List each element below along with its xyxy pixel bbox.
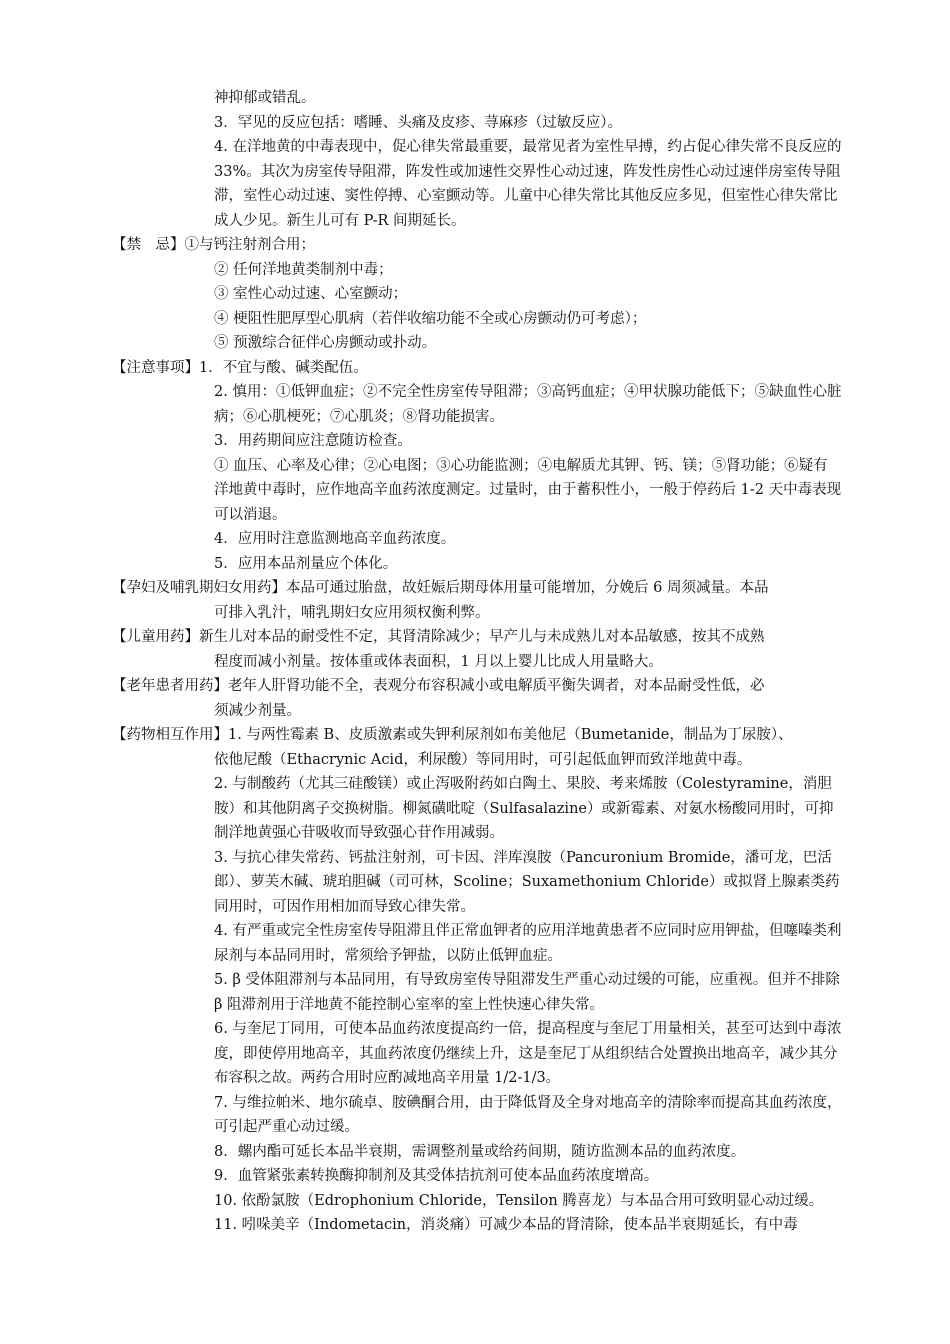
- section-pregnancy-lactation: [0, 576, 950, 625]
- precaution-item-2: 2. 慎用：①低钾血症；②不完全性房室传导阻滞；③高钙血症；④甲状腺功能低下；⑤缺血性心脏病；⑥心肌梗死；⑦心肌炎；⑧肾功能损害。: [214, 384, 842, 425]
- section-text: 本品可通过胎盘，故妊娠后期母体用量可能增加，分娩后 6 周须减量。本品: [286, 580, 769, 596]
- contraindication-item-3: ③ 室性心动过速、心室颤动；: [214, 286, 408, 302]
- adverse-reaction-item-3: 3．罕见的反应包括：嗜睡、头痛及皮疹、荨麻疹（过敏反应）。: [214, 114, 622, 131]
- section-label: 【药物相互作用】: [112, 727, 228, 743]
- document-body: [0, 86, 950, 1238]
- interaction-item-9: 9．血管紧张素转换酶抑制剂及其受体拮抗剂可使本品血药浓度增高。: [214, 1168, 659, 1184]
- section-geriatric: [0, 674, 950, 723]
- interaction-item-1: 1. 与两性霉素 B、皮质激素或失钾利尿剂如布美他尼（Bumetanide，制品为丁尿胺）、: [228, 727, 793, 743]
- precaution-item-3-detail: ① 血压、心率及心律；②心电图；③心功能监测；④电解质尤其钾、钙、镁；⑤肾功能；⑥疑有洋地黄中毒时，应作地高辛血药浓度测定。过量时，由于蓄积性小，一般于停药后 1-2 天中毒表现可以消退。: [214, 457, 842, 523]
- precaution-item-1: 1．不宜与酸、碱类配伍。: [199, 359, 368, 376]
- interaction-item-3: 3. 与抗心律失常药、钙盐注射剂，可卡因、泮库溴胺（Pancuronium Bromide，潘可龙，巴活郎）、萝芙木碱、琥珀胆碱（司可林，Scoline；Suxamethonium Chloride）或拟肾上腺素类药同用时，可因作用相加而导致心律失常。: [214, 849, 840, 915]
- interaction-item-10: 10. 依酚氯胺（Edrophonium Chloride，Tensilon 腾喜龙）与本品合用可致明显心动过缓。: [214, 1192, 824, 1209]
- section-label: 【孕妇及哺乳期妇女用药】: [112, 580, 286, 596]
- interaction-item-7: 7. 与维拉帕米、地尔硫卓、胺碘酮合用，由于降低肾及全身对地高辛的清除率而提高其血药浓度，可引起严重心动过缓。: [214, 1094, 842, 1135]
- contraindication-item-1: ①与钙注射剂合用；: [184, 237, 315, 253]
- section-label: 【禁 忌】: [112, 237, 185, 253]
- section-text: 新生儿对本品的耐受性不定，其肾清除减少；早产儿与未成熟儿对本品敏感，按其不成熟: [199, 629, 765, 645]
- contraindication-item-4: ④ 梗阻性肥厚型心肌病（若伴收缩功能不全或心房颤动仍可考虑）；: [214, 310, 647, 327]
- section-text-continued: 程度而减小剂量。按体重或体表面积，1 月以上婴儿比成人用量略大。: [214, 653, 663, 670]
- precaution-item-5: 5．应用本品剂量应个体化。: [214, 555, 398, 572]
- contraindication-item-2: ② 任何洋地黄类制剂中毒；: [214, 261, 393, 278]
- section-text: 老年人肝肾功能不全，表观分布容积减小或电解质平衡失调者，对本品耐受性低，必: [228, 678, 765, 694]
- precaution-item-4: 4．应用时注意监测地高辛血药浓度。: [214, 531, 456, 547]
- section-drug-interactions: [0, 723, 950, 1238]
- section-contraindications: [0, 233, 950, 356]
- precaution-item-3: 3．用药期间应注意随访检查。: [214, 433, 412, 449]
- section-precautions: [0, 356, 950, 577]
- section-label: 【注意事项】: [112, 359, 199, 376]
- interaction-item-1-continued: 依他尼酸（Ethacrynic Acid，利尿酸）等同用时，可引起低血钾而致洋地黄中毒。: [214, 751, 752, 768]
- interaction-item-2: 2. 与制酸药（尤其三硅酸镁）或止泻吸附药如白陶土、果胶、考来烯胺（Colestyramine，消胆胺）和其他阴离子交换树脂。柳氮磺吡啶（Sulfasalazine）或新霉素、对氨水杨酸同用时，可抑制洋地黄强心苷吸收而导致强心苷作用减弱。: [214, 776, 834, 841]
- interaction-item-11: 11. 吲哚美辛（Indometacin，消炎痛）可减少本品的肾清除，使本品半衰期延长，有中毒: [214, 1217, 798, 1233]
- interaction-item-6: 6. 与奎尼丁同用，可使本品血药浓度提高约一倍，提高程度与奎尼丁用量相关，甚至可达到中毒浓度，即使停用地高辛，其血药浓度仍继续上升，这是奎尼丁从组织结合处置换出地高辛，减少其分布容积之故。两药合用时应酌减地高辛用量 1/2-1/3。: [214, 1021, 842, 1086]
- section-label: 【儿童用药】: [112, 629, 199, 645]
- interaction-item-8: 8．螺内酯可延长本品半衰期，需调整剂量或给药间期，随访监测本品的血药浓度。: [214, 1143, 746, 1160]
- interaction-item-5: 5. β 受体阻滞剂与本品同用，有导致房室传导阻滞发生严重心动过缓的可能，应重视。但并不排除 β 阻滞剂用于洋地黄不能控制心室率的室上性快速心律失常。: [214, 972, 840, 1013]
- interaction-item-4: 4. 有严重或完全性房室传导阻滞且伴正常血钾者的应用洋地黄患者不应同时应用钾盐，但噻嗪类利尿剂与本品同用时，常须给予钾盐，以防止低钾血症。: [214, 923, 842, 964]
- contraindication-item-5: ⑤ 预激综合征伴心房颤动或扑动。: [214, 335, 437, 351]
- section-text-continued: 须减少剂量。: [214, 702, 301, 719]
- adverse-reaction-item-4: 4. 在洋地黄的中毒表现中，促心律失常最重要，最常见者为室性早搏，约占促心律失常不良反应的 33%。其次为房室传导阻滞，阵发性或加速性交界性心动过速，阵发性房性心动过速伴房室传导阻滞，室性心动过速、窦性停搏、心室颤动等。儿童中心律失常比其他反应多见，但室性心律失常比成人少见。新生儿可有 P-R 间期延长。: [214, 139, 842, 229]
- section-text-continued: 可排入乳汁，哺乳期妇女应用须权衡利弊。: [214, 604, 490, 621]
- adverse-reaction-continuation: 神抑郁或错乱。: [214, 90, 316, 106]
- section-label: 【老年患者用药】: [112, 678, 228, 694]
- section-pediatric: [0, 625, 950, 674]
